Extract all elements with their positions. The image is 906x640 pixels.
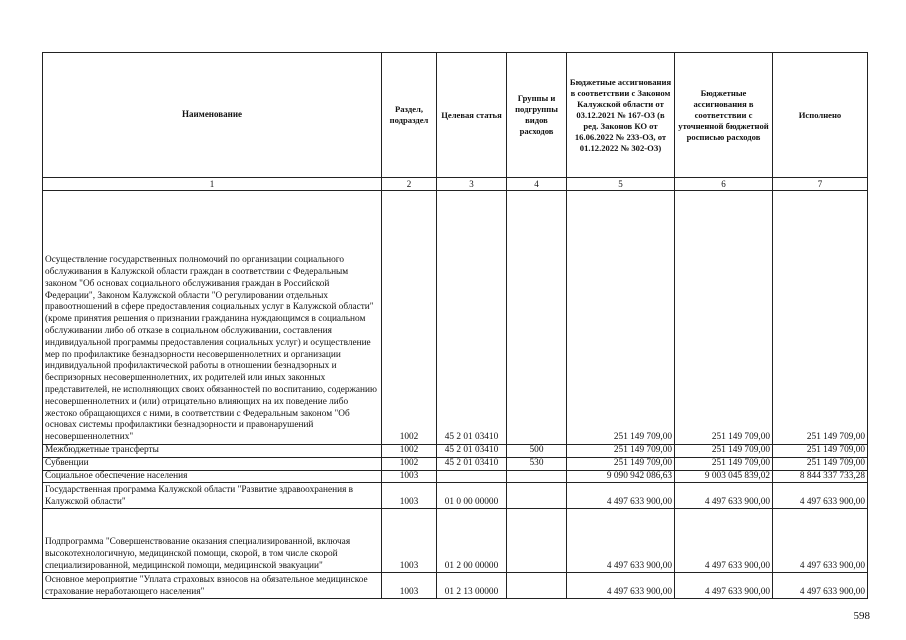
colnum: 3 bbox=[437, 178, 507, 191]
row-v5: 251 149 709,00 bbox=[567, 445, 675, 458]
row-v5: 251 149 709,00 bbox=[567, 457, 675, 470]
row-v6: 4 497 633 900,00 bbox=[675, 509, 773, 573]
row-v7: 251 149 709,00 bbox=[773, 457, 868, 470]
row-target: 45 2 01 03410 bbox=[437, 457, 507, 470]
colnum: 6 bbox=[675, 178, 773, 191]
row-v5: 9 090 942 086,63 bbox=[567, 470, 675, 483]
header-executed: Исполнено bbox=[773, 53, 868, 178]
header-row bbox=[43, 53, 868, 178]
row-v5: 4 497 633 900,00 bbox=[567, 509, 675, 573]
column-number-row bbox=[43, 178, 868, 191]
table-row bbox=[43, 445, 868, 458]
colnum: 2 bbox=[382, 178, 437, 191]
row-v6: 4 497 633 900,00 bbox=[675, 483, 773, 509]
row-section: 1003 bbox=[382, 470, 437, 483]
row-v6: 4 497 633 900,00 bbox=[675, 573, 773, 599]
budget-table bbox=[42, 52, 868, 599]
header-law-allocations: Бюджетные ассигнования в соответствии с Законом Калужской области от 03.12.2021 № 167-ОЗ (в ред. Законов КО от 16.06.2022 № 233-ОЗ, от 01.12.2022 № 302-ОЗ) bbox=[567, 53, 675, 178]
row-section: 1003 bbox=[382, 509, 437, 573]
header-refined-allocations: Бюджетные ассигнования в соответствии с уточненной бюджетной росписью расходов bbox=[675, 53, 773, 178]
header-name: Наименование bbox=[43, 53, 382, 178]
row-target bbox=[437, 470, 507, 483]
header-section: Раздел, подраздел bbox=[382, 53, 437, 178]
row-v7: 8 844 337 733,28 bbox=[773, 470, 868, 483]
row-name: Осуществление государственных полномочий по организации социального обслуживания в Калужской области граждан в соответствии с Федеральным законом "Об основах социального обслуживания граждан в Российской Федерации", Законом Калужской области "О регулировании отдельных правоотношений в сфере предоставления социальных услуг в Калужской области" (кроме принятия решения о признании гражданина нуждающимся в социальном обслуживании либо об отказе в социальном обслуживании, составления индивидуальной программы предоставления социальных услуг) и осуществление мер по профилактике безнадзорности несовершеннолетних и организации индивидуальной профилактической работы в отношении безнадзорных и беспризорных несовершеннолетних, их родителей или иных законных представителей, не исполняющих своих обязанностей по воспитанию, содержанию несовершеннолетних и (или) отрицательно влияющих на их поведение либо жестоко обращающихся с ними, в соответствии с Федеральным законом "Об основах системы профилактики безнадзорности и правонарушений несовершеннолетних" bbox=[43, 191, 382, 445]
row-target: 01 2 00 00000 bbox=[437, 509, 507, 573]
row-group bbox=[507, 509, 567, 573]
table-row bbox=[43, 483, 868, 509]
row-target: 45 2 01 03410 bbox=[437, 191, 507, 445]
row-group: 530 bbox=[507, 457, 567, 470]
colnum: 1 bbox=[43, 178, 382, 191]
colnum: 4 bbox=[507, 178, 567, 191]
row-group bbox=[507, 470, 567, 483]
row-section: 1002 bbox=[382, 191, 437, 445]
row-group bbox=[507, 573, 567, 599]
row-v5: 251 149 709,00 bbox=[567, 191, 675, 445]
row-name: Подпрограмма "Совершенствование оказания специализированной, включая высокотехнологичную, медицинской помощи, скорой, в том числе скорой специализированной, медицинской помощи, медицинской эвакуации" bbox=[43, 509, 382, 573]
row-name: Государственная программа Калужской области "Развитие здравоохранения в Калужской области" bbox=[43, 483, 382, 509]
row-section: 1002 bbox=[382, 457, 437, 470]
page-number: 598 bbox=[853, 610, 870, 622]
row-v5: 4 497 633 900,00 bbox=[567, 573, 675, 599]
row-target: 01 2 13 00000 bbox=[437, 573, 507, 599]
row-v6: 9 003 045 839,02 bbox=[675, 470, 773, 483]
row-v6: 251 149 709,00 bbox=[675, 457, 773, 470]
header-group: Группы и подгруппы видов расходов bbox=[507, 53, 567, 178]
table-row bbox=[43, 191, 868, 445]
row-name: Социальное обеспечение населения bbox=[43, 470, 382, 483]
header-target: Целевая статья bbox=[437, 53, 507, 178]
row-v7: 251 149 709,00 bbox=[773, 191, 868, 445]
row-group bbox=[507, 191, 567, 445]
row-v6: 251 149 709,00 bbox=[675, 445, 773, 458]
row-target: 45 2 01 03410 bbox=[437, 445, 507, 458]
table-row bbox=[43, 509, 868, 573]
row-name: Субвенции bbox=[43, 457, 382, 470]
row-name: Основное мероприятие "Уплата страховых взносов на обязательное медицинское страхование неработающего населения" bbox=[43, 573, 382, 599]
colnum: 7 bbox=[773, 178, 868, 191]
row-v6: 251 149 709,00 bbox=[675, 191, 773, 445]
row-target: 01 0 00 00000 bbox=[437, 483, 507, 509]
row-v7: 4 497 633 900,00 bbox=[773, 573, 868, 599]
table-row bbox=[43, 457, 868, 470]
row-v7: 4 497 633 900,00 bbox=[773, 483, 868, 509]
colnum: 5 bbox=[567, 178, 675, 191]
row-section: 1003 bbox=[382, 573, 437, 599]
row-v7: 4 497 633 900,00 bbox=[773, 509, 868, 573]
row-v5: 4 497 633 900,00 bbox=[567, 483, 675, 509]
row-name: Межбюджетные трансферты bbox=[43, 445, 382, 458]
row-group bbox=[507, 483, 567, 509]
row-section: 1002 bbox=[382, 445, 437, 458]
table-row bbox=[43, 470, 868, 483]
row-v7: 251 149 709,00 bbox=[773, 445, 868, 458]
row-section: 1003 bbox=[382, 483, 437, 509]
row-group: 500 bbox=[507, 445, 567, 458]
table-row bbox=[43, 573, 868, 599]
